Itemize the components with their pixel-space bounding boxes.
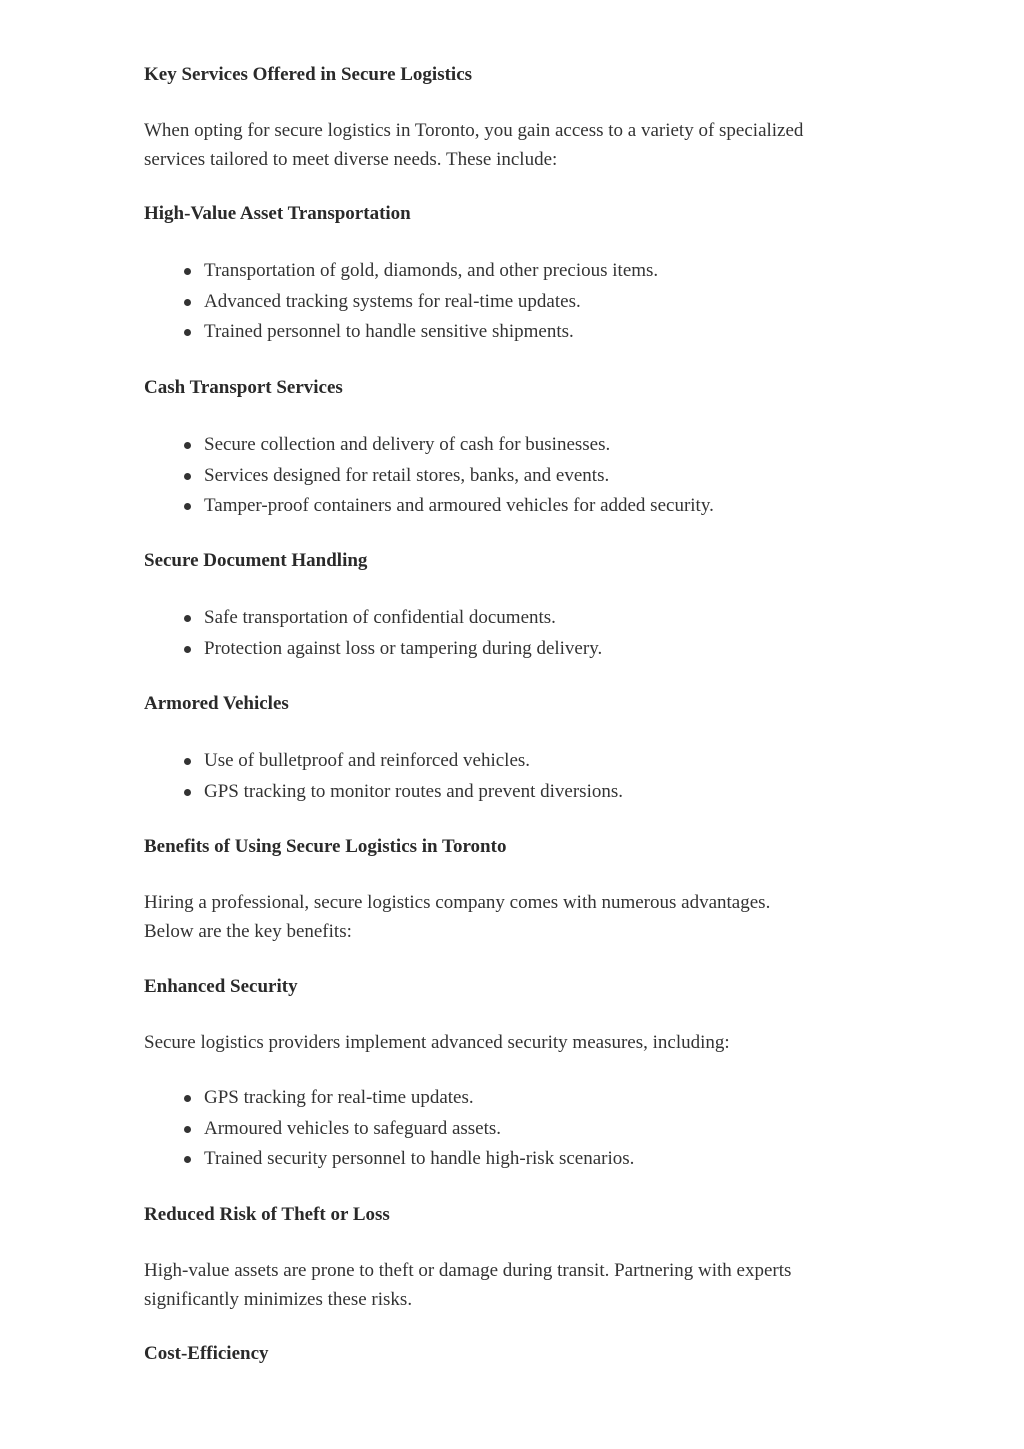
section-heading-key-services: Key Services Offered in Secure Logistics: [144, 64, 473, 85]
list-item: Secure collection and delivery of cash for businesses.: [144, 430, 714, 461]
bullet-icon: [184, 503, 191, 510]
heading-enhanced-security: Enhanced Security: [144, 976, 298, 997]
list-item: Protection against loss or tampering during delivery.: [144, 634, 602, 665]
list-item: Armoured vehicles to safeguard assets.: [144, 1114, 634, 1145]
list-item: Trained personnel to handle sensitive shipments.: [144, 317, 658, 348]
bullet-icon: [184, 615, 191, 622]
list-item: Advanced tracking systems for real-time updates.: [144, 287, 658, 318]
bullet-icon: [184, 442, 191, 449]
bullet-icon: [184, 473, 191, 480]
bullet-icon: [184, 329, 191, 336]
list-item: Trained security personnel to handle high-risk scenarios.: [144, 1144, 634, 1175]
enhanced-security-paragraph: Secure logistics providers implement advanced security measures, including:: [144, 1032, 730, 1053]
list-item: Services designed for retail stores, banks, and events.: [144, 461, 714, 492]
bullet-icon: [184, 646, 191, 653]
bullet-icon: [184, 268, 191, 275]
bullet-icon: [184, 758, 191, 765]
bullet-icon: [184, 789, 191, 796]
list-item: GPS tracking for real-time updates.: [144, 1083, 634, 1114]
heading-cost-efficiency: Cost-Efficiency: [144, 1343, 269, 1364]
high-value-asset-list: [144, 256, 658, 348]
heading-reduced-risk: Reduced Risk of Theft or Loss: [144, 1204, 390, 1225]
bullet-icon: [184, 1126, 191, 1133]
heading-secure-document-handling: Secure Document Handling: [144, 550, 368, 571]
bullet-icon: [184, 1156, 191, 1163]
armored-vehicles-list: [144, 746, 623, 807]
reduced-risk-paragraph: High-value assets are prone to theft or damage during transit. Partnering with experts significantly minimizes these risks.: [144, 1260, 792, 1310]
bullet-icon: [184, 299, 191, 306]
list-item: Tamper-proof containers and armoured vehicles for added security.: [144, 491, 714, 522]
benefits-paragraph: Hiring a professional, secure logistics company comes with numerous advantages. Below are the key benefits:: [144, 892, 771, 942]
heading-cash-transport-services: Cash Transport Services: [144, 377, 343, 398]
intro-paragraph: When opting for secure logistics in Toronto, you gain access to a variety of specialized services tailored to meet diverse needs. These include:: [144, 120, 804, 170]
heading-armored-vehicles: Armored Vehicles: [144, 693, 289, 714]
list-item: GPS tracking to monitor routes and prevent diversions.: [144, 777, 623, 808]
cash-transport-list: [144, 430, 714, 522]
bullet-icon: [184, 1095, 191, 1102]
list-item: Use of bulletproof and reinforced vehicles.: [144, 746, 623, 777]
enhanced-security-list: [144, 1083, 634, 1175]
list-item: Safe transportation of confidential documents.: [144, 603, 602, 634]
section-heading-benefits: Benefits of Using Secure Logistics in Toronto: [144, 836, 507, 857]
heading-high-value-asset-transportation: High-Value Asset Transportation: [144, 203, 411, 224]
list-item: Transportation of gold, diamonds, and other precious items.: [144, 256, 658, 287]
secure-document-list: [144, 603, 602, 664]
